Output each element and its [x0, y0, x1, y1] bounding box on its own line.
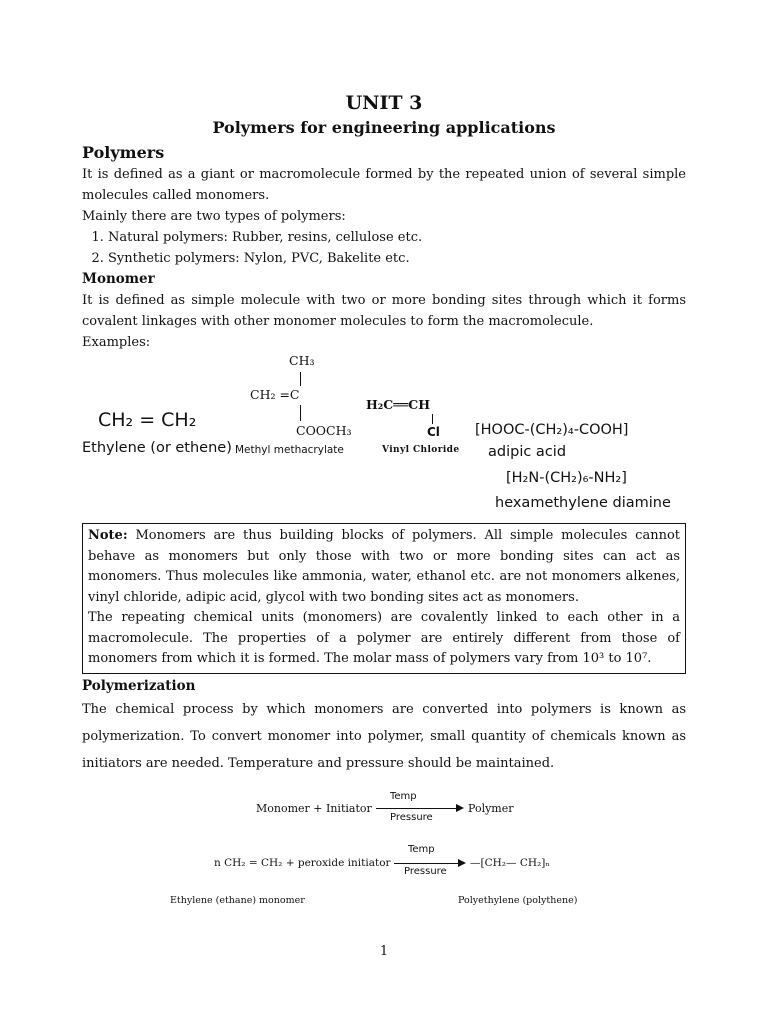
mma-bond-bottom — [300, 405, 301, 421]
page-number: 1 — [379, 944, 389, 959]
mma-ch2c: CH₂ =C — [250, 387, 300, 402]
mma-name: Methyl methacrylate — [235, 444, 344, 456]
ethylene-formula: CH₂ = CH₂ — [98, 409, 197, 431]
eq2-reactant-label: Ethylene (ethane) monomer — [170, 894, 305, 906]
note-paragraph-2: The repeating chemical units (monomers) are covalently linked to each other in a macromolecule. The properties of a polymer are entirely different from those of monomers from which it is formed. The molar mass of polymers vary from 10³ to 10⁷. — [88, 610, 680, 666]
eq1-reactants: Monomer + Initiator — [256, 801, 372, 815]
ethylene-name: Ethylene (or ethene) — [82, 440, 232, 456]
document-page — [82, 86, 686, 927]
note-text-1: Monomers are thus building blocks of polymers. All simple molecules cannot behave as monomers but only those with two or more bonding sites can act as monomers. Thus molecules like ammonia, water, ethanol etc. are not monomers alkenes, vinyl chloride, adipic acid, glycol with two bonding sites act as monomers. — [88, 528, 680, 605]
vinyl-chloride-formula: H₂C══CH — [366, 397, 431, 412]
eq2-condition-above: Temp — [408, 843, 435, 855]
polymerization-heading: Polymerization — [82, 677, 196, 694]
polymers-heading: Polymers — [82, 143, 165, 162]
mma-ch3: CH₃ — [289, 353, 315, 368]
monomer-heading: Monomer — [82, 271, 155, 287]
eq1-condition-below: Pressure — [390, 811, 433, 823]
polymer-types-intro: Mainly there are two types of polymers: — [82, 209, 346, 224]
adipic-acid-formula: [HOOC-(CH₂)₄-COOH] — [475, 422, 629, 438]
adipic-acid-name: adipic acid — [488, 444, 567, 460]
note-box — [82, 523, 686, 674]
note-label: Note: — [88, 528, 128, 543]
eq2-product-label: Polyethylene (polythene) — [458, 894, 578, 906]
eq1-condition-above: Temp — [390, 790, 417, 802]
hmda-formula: [H₂N-(CH₂)₆-NH₂] — [506, 470, 627, 486]
document-title: Polymers for engineering applications — [212, 118, 556, 137]
list-item: 1. Natural polymers: Rubber, resins, cellulose etc. — [108, 227, 686, 248]
polymerization-text: The chemical process by which monomers are converted into polymers is known as polymerization. To convert monomer into polymer, small quantity of chemicals known as initiators are needed. Temperature and pressure should be maintained. — [82, 701, 686, 771]
eq2-condition-below: Pressure — [404, 865, 447, 877]
mma-bond-top — [300, 372, 301, 386]
vinyl-chloride-cl: Cl — [427, 425, 440, 439]
mma-cooch3: COOCH₃ — [296, 423, 352, 438]
eq2-product: —[CH₂— CH₂]ₙ — [470, 856, 550, 869]
polymerization-equations — [82, 777, 686, 927]
hmda-name: hexamethylene diamine — [495, 495, 671, 511]
vinyl-chloride-bond — [432, 414, 433, 424]
polymer-types-list — [82, 227, 686, 269]
list-item: 2. Synthetic polymers: Nylon, PVC, Bakelite etc. — [108, 248, 686, 269]
note-paragraph-1 — [88, 526, 680, 608]
unit-title: UNIT 3 — [345, 92, 423, 114]
examples-label: Examples: — [82, 335, 151, 350]
eq2-arrow — [394, 863, 464, 864]
monomer-examples-figure — [82, 353, 686, 523]
eq1-arrow — [376, 808, 462, 809]
polymers-definition: It is defined as a giant or macromolecule formed by the repeated union of several simple molecules called monomers. — [82, 167, 686, 203]
eq2-reactants: n CH₂ = CH₂ + peroxide initiator — [214, 856, 391, 869]
eq1-product: Polymer — [468, 801, 514, 815]
monomer-definition: It is defined as simple molecule with two or more bonding sites through which it forms covalent linkages with other monomer molecules to form the macromolecule. — [82, 293, 686, 329]
vinyl-chloride-name: Vinyl Chloride — [382, 445, 460, 455]
